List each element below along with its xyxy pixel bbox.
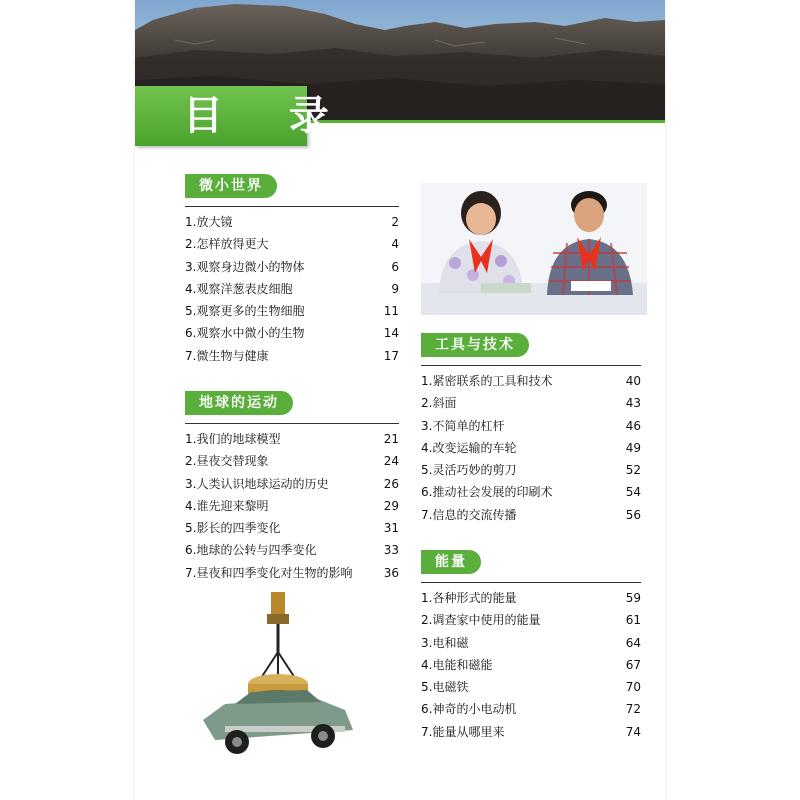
- toc-entry-page: 49: [625, 440, 641, 455]
- section-energy: [421, 550, 641, 743]
- toc-entry-title: 6.地球的公转与四季变化: [185, 543, 317, 558]
- toc-entry[interactable]: [185, 278, 399, 300]
- toc-entry-title: 5.影长的四季变化: [185, 521, 281, 536]
- toc-entry[interactable]: [185, 517, 399, 539]
- toc-entry-page: 11: [383, 304, 399, 319]
- toc-entry[interactable]: [185, 300, 399, 322]
- toc-entry-title: 3.不简单的杠杆: [421, 418, 505, 433]
- toc-entry-page: 52: [625, 463, 641, 478]
- section-earth-motion: [185, 391, 399, 584]
- toc-entry-page: 74: [625, 724, 641, 739]
- toc-entry-page: 24: [383, 454, 399, 469]
- toc-entry-page: 72: [625, 702, 641, 717]
- toc-entry-page: 61: [625, 613, 641, 628]
- toc-entry-page: 46: [625, 418, 641, 433]
- section-divider: [185, 423, 399, 424]
- toc-entry-page: 17: [383, 348, 399, 363]
- section-divider: [185, 206, 399, 207]
- section-divider: [421, 365, 641, 366]
- section-tag: 工具与技术: [421, 333, 529, 357]
- section-tag: 微小世界: [185, 174, 277, 198]
- toc-entry-title: 5.观察更多的生物细胞: [185, 304, 305, 319]
- toc-entry[interactable]: [421, 609, 641, 631]
- toc-entry[interactable]: [421, 437, 641, 459]
- toc-entry-page: 64: [625, 635, 641, 650]
- toc-entry-title: 2.昼夜交替现象: [185, 454, 269, 469]
- toc-entry-page: 33: [383, 543, 399, 558]
- toc-entry-page: 21: [383, 432, 399, 446]
- toc-entry-page: 70: [625, 680, 641, 695]
- toc-entry[interactable]: [421, 676, 641, 698]
- toc-entry-page: 2: [391, 215, 399, 229]
- section-tools-technology: [421, 333, 641, 526]
- toc-entry-title: 3.观察身边微小的物体: [185, 259, 305, 274]
- toc-entry-title: 2.调查家中使用的能量: [421, 613, 541, 628]
- toc-entry[interactable]: [185, 345, 399, 367]
- toc-entry-page: 59: [625, 591, 641, 605]
- section-tag: 能量: [421, 550, 481, 574]
- toc-entry-page: 43: [625, 396, 641, 411]
- toc-entry[interactable]: [421, 587, 641, 609]
- toc-entry[interactable]: [421, 481, 641, 503]
- toc-entry-title: 7.昼夜和四季变化对生物的影响: [185, 565, 353, 580]
- toc-entry-page: 67: [625, 657, 641, 672]
- toc-entry-title: 2.怎样放得更大: [185, 237, 269, 252]
- toc-entry-page: 29: [383, 498, 399, 513]
- toc-entry[interactable]: [185, 495, 399, 517]
- toc-entry-page: 40: [625, 374, 641, 388]
- toc-entry-page: 6: [391, 259, 399, 274]
- toc-entry[interactable]: [185, 233, 399, 255]
- toc-entry[interactable]: [421, 654, 641, 676]
- toc-entry-title: 3.人类认识地球运动的历史: [185, 476, 329, 491]
- title-box: [135, 86, 355, 146]
- toc-entry-page: 9: [391, 281, 399, 296]
- toc-entry-title: 6.观察水中微小的生物: [185, 326, 305, 341]
- toc-entry-page: 36: [383, 565, 399, 580]
- toc-entry[interactable]: [421, 632, 641, 654]
- toc-entry-page: 26: [383, 476, 399, 491]
- toc-entry[interactable]: [185, 256, 399, 278]
- toc-entry[interactable]: [421, 392, 641, 414]
- toc-page: [135, 0, 665, 800]
- toc-entry[interactable]: [421, 370, 641, 392]
- children-photo: [421, 183, 647, 315]
- toc-entry-title: 7.能量从哪里来: [421, 724, 505, 739]
- toc-entry[interactable]: [185, 450, 399, 472]
- section-divider: [421, 582, 641, 583]
- toc-entry-title: 1.我们的地球模型: [185, 432, 281, 446]
- toc-entry-title: 4.观察洋葱表皮细胞: [185, 281, 293, 296]
- toc-entry[interactable]: [421, 721, 641, 743]
- section-tag: 地球的运动: [185, 391, 293, 415]
- toc-entry-page: 31: [383, 521, 399, 536]
- toc-entry-title: 6.神奇的小电动机: [421, 702, 517, 717]
- crane-magnet-car-photo: [195, 592, 360, 772]
- toc-entry-page: 56: [625, 507, 641, 522]
- toc-entry[interactable]: [421, 459, 641, 481]
- toc-entry-title: 5.电磁铁: [421, 680, 469, 695]
- toc-entry-title: 1.紧密联系的工具和技术: [421, 374, 553, 388]
- toc-entry-page: 54: [625, 485, 641, 500]
- toc-entry-page: 14: [383, 326, 399, 341]
- toc-entry-title: 5.灵活巧妙的剪刀: [421, 463, 517, 478]
- toc-entry-page: 4: [391, 237, 399, 252]
- toc-entry-title: 4.电能和磁能: [421, 657, 493, 672]
- toc-entry-title: 2.斜面: [421, 396, 457, 411]
- toc-entry-title: 7.微生物与健康: [185, 348, 269, 363]
- toc-entry[interactable]: [185, 562, 399, 584]
- toc-entry-title: 7.信息的交流传播: [421, 507, 517, 522]
- toc-entry[interactable]: [185, 539, 399, 561]
- section-micro-world: [185, 174, 399, 367]
- toc-entry[interactable]: [185, 211, 399, 233]
- toc-entry-title: 4.改变运输的车轮: [421, 440, 517, 455]
- toc-entry[interactable]: [421, 698, 641, 720]
- toc-entry-title: 1.放大镜: [185, 215, 233, 229]
- toc-entry[interactable]: [421, 415, 641, 437]
- toc-entry[interactable]: [185, 322, 399, 344]
- toc-entry[interactable]: [185, 473, 399, 495]
- toc-entry[interactable]: [185, 428, 399, 450]
- toc-entry-title: 3.电和磁: [421, 635, 469, 650]
- toc-entry[interactable]: [421, 504, 641, 526]
- toc-entry-title: 1.各种形式的能量: [421, 591, 517, 605]
- toc-entry-title: 6.推动社会发展的印刷术: [421, 485, 553, 500]
- page-title: 目 录: [183, 93, 355, 139]
- toc-entry-title: 4.谁先迎来黎明: [185, 498, 269, 513]
